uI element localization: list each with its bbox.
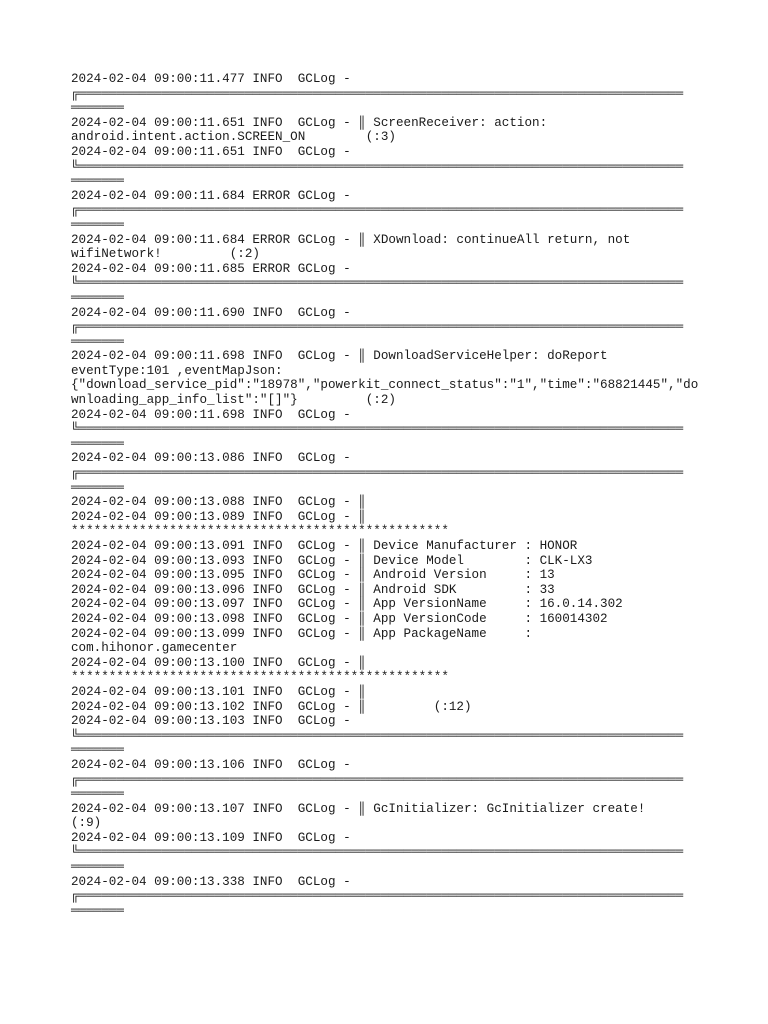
log-line: 2024-02-04 09:00:13.102 INFO GCLog - ║ (:12) [71, 699, 472, 714]
log-line-continuation: android.intent.action.SCREEN_ON (:3) [71, 130, 396, 145]
box-border-continuation: ═══════ [71, 787, 124, 802]
box-bottom-border: ╚════════════════════════════════════════════════════════════════════════════════ [71, 728, 684, 743]
log-line: 2024-02-04 09:00:13.103 INFO GCLog - [71, 714, 351, 729]
log-line-continuation: wnloading_app_info_list":"[]"} (:2) [71, 393, 396, 408]
box-top-border: ╔════════════════════════════════════════════════════════════════════════════════ [71, 320, 684, 335]
box-border-continuation: ═══════ [71, 480, 124, 495]
box-top-border: ╔════════════════════════════════════════════════════════════════════════════════ [71, 86, 684, 101]
device-info-line: 2024-02-04 09:00:13.096 INFO GCLog - ║ Android SDK : 33 [71, 582, 555, 597]
log-line: 2024-02-04 09:00:11.690 INFO GCLog - [71, 305, 351, 320]
log-line: 2024-02-04 09:00:13.100 INFO GCLog - ║ [71, 655, 366, 670]
log-line: 2024-02-04 09:00:13.086 INFO GCLog - [71, 451, 351, 466]
log-line: 2024-02-04 09:00:11.685 ERROR GCLog - [71, 261, 351, 276]
log-line-continuation: {"download_service_pid":"18978","powerkit_connect_status":"1","time":"68821445","do [71, 378, 699, 393]
box-border-continuation: ═══════ [71, 217, 124, 232]
log-line: 2024-02-04 09:00:11.651 INFO GCLog - [71, 144, 351, 159]
box-top-border: ╔════════════════════════════════════════════════════════════════════════════════ [71, 466, 684, 481]
log-line: 2024-02-04 09:00:11.684 ERROR GCLog - [71, 188, 351, 203]
box-top-border: ╔════════════════════════════════════════════════════════════════════════════════ [71, 889, 684, 904]
asterisk-separator: ************************************************** [71, 524, 449, 539]
log-line: 2024-02-04 09:00:13.338 INFO GCLog - [71, 874, 351, 889]
box-border-continuation: ═══════ [71, 334, 124, 349]
log-line-continuation: eventType:101 ,eventMapJson: [71, 363, 283, 378]
log-line: 2024-02-04 09:00:13.088 INFO GCLog - ║ [71, 495, 366, 510]
device-info-line: 2024-02-04 09:00:13.095 INFO GCLog - ║ Android Version : 13 [71, 568, 555, 583]
log-line: 2024-02-04 09:00:13.101 INFO GCLog - ║ [71, 684, 366, 699]
asterisk-separator: ************************************************** [71, 670, 449, 685]
box-border-continuation: ═══════ [71, 101, 124, 116]
device-info-line: 2024-02-04 09:00:13.097 INFO GCLog - ║ App VersionName : 16.0.14.302 [71, 597, 623, 612]
box-border-continuation: ═══════ [71, 290, 124, 305]
log-line: 2024-02-04 09:00:11.477 INFO GCLog - [71, 72, 351, 86]
box-bottom-border: ╚════════════════════════════════════════════════════════════════════════════════ [71, 159, 684, 174]
log-line: 2024-02-04 09:00:11.684 ERROR GCLog - ║ XDownload: continueAll return, not [71, 232, 631, 247]
log-line: 2024-02-04 09:00:13.109 INFO GCLog - [71, 830, 351, 845]
device-info-line: 2024-02-04 09:00:13.099 INFO GCLog - ║ App PackageName : [71, 626, 533, 641]
log-line: 2024-02-04 09:00:13.089 INFO GCLog - ║ [71, 509, 366, 524]
log-line: 2024-02-04 09:00:13.106 INFO GCLog - [71, 757, 351, 772]
log-line: 2024-02-04 09:00:11.651 INFO GCLog - ║ ScreenReceiver: action: [71, 115, 548, 130]
box-border-continuation: ═══════ [71, 743, 124, 758]
box-border-continuation: ═══════ [71, 436, 124, 451]
device-info-line: 2024-02-04 09:00:13.093 INFO GCLog - ║ Device Model : CLK-LX3 [71, 553, 593, 568]
box-top-border: ╔════════════════════════════════════════════════════════════════════════════════ [71, 772, 684, 787]
log-line-continuation: (:9) [71, 816, 102, 831]
box-border-continuation: ═══════ [71, 860, 124, 875]
box-border-continuation: ═══════ [71, 903, 124, 918]
box-bottom-border: ╚════════════════════════════════════════════════════════════════════════════════ [71, 845, 684, 860]
device-info-line: 2024-02-04 09:00:13.091 INFO GCLog - ║ Device Manufacturer : HONOR [71, 539, 578, 553]
log-line: 2024-02-04 09:00:11.698 INFO GCLog - [71, 407, 351, 422]
box-top-border: ╔════════════════════════════════════════════════════════════════════════════════ [71, 203, 684, 218]
log-line: 2024-02-04 09:00:13.107 INFO GCLog - ║ GcInitializer: GcInitializer create! [71, 801, 646, 816]
log-document [71, 72, 761, 918]
box-bottom-border: ╚════════════════════════════════════════════════════════════════════════════════ [71, 276, 684, 291]
log-line: 2024-02-04 09:00:11.698 INFO GCLog - ║ DownloadServiceHelper: doReport [71, 349, 608, 364]
device-info-line: 2024-02-04 09:00:13.098 INFO GCLog - ║ App VersionCode : 160014302 [71, 611, 608, 626]
box-bottom-border: ╚════════════════════════════════════════════════════════════════════════════════ [71, 422, 684, 437]
box-border-continuation: ═══════ [71, 174, 124, 189]
log-line-continuation: wifiNetwork! (:2) [71, 247, 260, 262]
log-line-continuation: com.hihonor.gamecenter [71, 641, 238, 656]
